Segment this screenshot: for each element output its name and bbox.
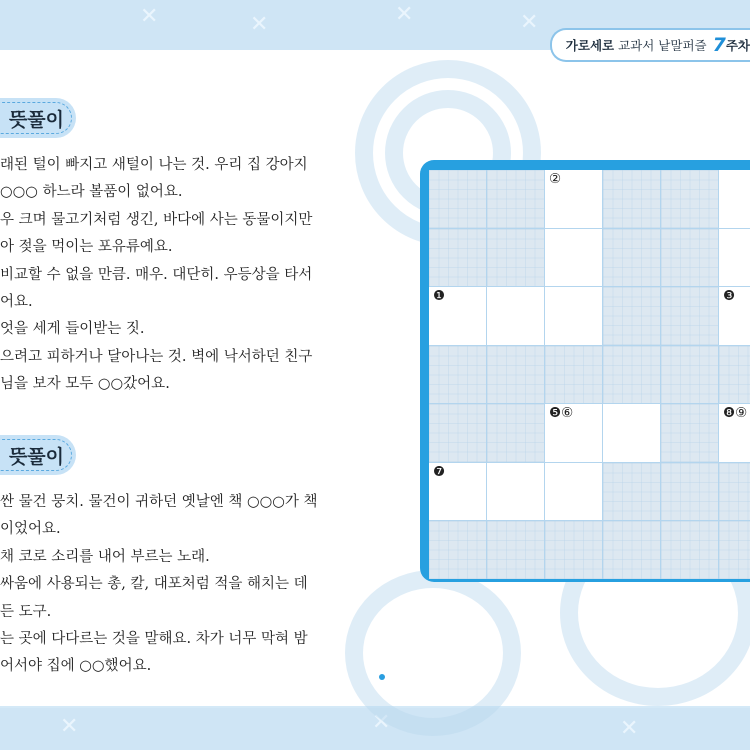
- week-label: 주차: [725, 38, 750, 53]
- clue-line: 님을 보자 모두 ○○갔어요.: [0, 376, 170, 393]
- down-section-label: [0, 435, 76, 475]
- puzzle-blocked-cell: [487, 229, 544, 287]
- clue-line: 이었어요.: [0, 521, 61, 538]
- puzzle-blocked-cell: [603, 346, 660, 404]
- puzzle-blocked-cell: [719, 521, 750, 579]
- puzzle-blocked-cell: [661, 463, 718, 521]
- clue-line: 비교할 수 없을 만큼. 매우. 대단히. 우등상을 타서: [0, 266, 313, 283]
- puzzle-answer-cell[interactable]: [487, 287, 544, 345]
- puzzle-blocked-cell: [603, 521, 660, 579]
- puzzle-blocked-cell: [429, 404, 486, 462]
- clue-line: 아 젖을 먹이는 포유류예요.: [0, 239, 173, 256]
- puzzle-blocked-cell: [545, 346, 602, 404]
- clue-number: ❶: [433, 288, 446, 304]
- puzzle-blocked-cell: [429, 170, 486, 228]
- chapter-tag: [550, 28, 750, 62]
- puzzle-blocked-cell: [661, 170, 718, 228]
- puzzle-blocked-cell: [603, 463, 660, 521]
- page-indicator-dot: [379, 674, 385, 680]
- puzzle-answer-cell[interactable]: [719, 229, 750, 287]
- puzzle-answer-cell[interactable]: [719, 170, 750, 228]
- puzzle-answer-cell[interactable]: [429, 287, 486, 345]
- bone-decoration-icon: ✕: [60, 714, 79, 739]
- puzzle-blocked-cell: [661, 404, 718, 462]
- puzzle-blocked-cell: [487, 521, 544, 579]
- bone-decoration-icon: ✕: [250, 12, 269, 37]
- puzzle-blocked-cell: [487, 404, 544, 462]
- crossword-grid: [429, 170, 750, 579]
- clue-line: ○○○ 하느라 볼품이 없어요.: [0, 184, 183, 201]
- clue-number: ❸: [723, 288, 736, 304]
- puzzle-blocked-cell: [429, 521, 486, 579]
- swirl-decoration: [345, 570, 521, 736]
- puzzle-answer-cell[interactable]: [545, 463, 602, 521]
- bone-decoration-icon: ✕: [620, 716, 639, 741]
- clue-number: ❺⑥: [549, 405, 574, 421]
- puzzle-blocked-cell: [661, 521, 718, 579]
- clue-line: 싸움에 사용되는 총, 칼, 대포처럼 적을 해치는 데: [0, 576, 308, 593]
- puzzle-answer-cell[interactable]: [545, 170, 602, 228]
- puzzle-blocked-cell: [661, 346, 718, 404]
- puzzle-blocked-cell: [487, 346, 544, 404]
- puzzle-blocked-cell: [429, 229, 486, 287]
- bone-decoration-icon: ✕: [140, 4, 159, 29]
- clue-line: 래된 털이 빠지고 새털이 나는 것. 우리 집 강아지: [0, 157, 308, 173]
- clue-line: 우 크며 물고기처럼 생긴, 바다에 사는 동물이지만: [0, 211, 313, 228]
- puzzle-blocked-cell: [603, 170, 660, 228]
- puzzle-blocked-cell: [603, 229, 660, 287]
- clue-line: 싼 물건 뭉치. 물건이 귀하던 옛날엔 책 ○○○가 책: [0, 494, 318, 510]
- clue-line: 든 도구.: [0, 603, 52, 620]
- puzzle-answer-cell[interactable]: [545, 404, 602, 462]
- bone-decoration-icon: ✕: [520, 10, 539, 35]
- clue-line: 는 곳에 다다르는 것을 말해요. 차가 너무 막혀 밤: [0, 631, 308, 647]
- puzzle-blocked-cell: [719, 346, 750, 404]
- across-section-title: 뜻풀이: [8, 108, 64, 131]
- across-section-label: [0, 98, 76, 138]
- clue-number: ❽⑨: [723, 405, 748, 421]
- clue-line: 채 코로 소리를 내어 부르는 노래.: [0, 548, 210, 565]
- clue-line: 엇을 세게 들이받는 짓.: [0, 321, 145, 338]
- clue-number: ②: [549, 171, 562, 187]
- clue-line: 어서야 집에 ○○했어요.: [0, 658, 152, 675]
- puzzle-answer-cell[interactable]: [545, 287, 602, 345]
- tag-subtitle: 교과서 낱말퍼즐: [618, 38, 707, 53]
- puzzle-answer-cell[interactable]: [719, 404, 750, 462]
- puzzle-answer-cell[interactable]: [487, 463, 544, 521]
- bone-decoration-icon: ✕: [372, 710, 391, 735]
- bone-decoration-icon: ✕: [395, 2, 414, 27]
- puzzle-answer-cell[interactable]: [545, 229, 602, 287]
- puzzle-blocked-cell: [487, 170, 544, 228]
- puzzle-blocked-cell: [719, 463, 750, 521]
- clue-line: 으려고 피하거나 달아나는 것. 벽에 낙서하던 친구: [0, 348, 313, 365]
- puzzle-blocked-cell: [661, 287, 718, 345]
- puzzle-blocked-cell: [545, 521, 602, 579]
- puzzle-answer-cell[interactable]: [429, 463, 486, 521]
- tag-title: 가로세로: [565, 38, 615, 53]
- clue-line: 어요.: [0, 294, 33, 310]
- puzzle-answer-cell[interactable]: [719, 287, 750, 345]
- week-number: 7: [712, 34, 726, 56]
- puzzle-blocked-cell: [661, 229, 718, 287]
- puzzle-blocked-cell: [429, 346, 486, 404]
- puzzle-blocked-cell: [603, 287, 660, 345]
- clue-number: ❼: [433, 463, 446, 480]
- down-section-title: 뜻풀이: [8, 445, 64, 468]
- puzzle-answer-cell[interactable]: [603, 404, 660, 462]
